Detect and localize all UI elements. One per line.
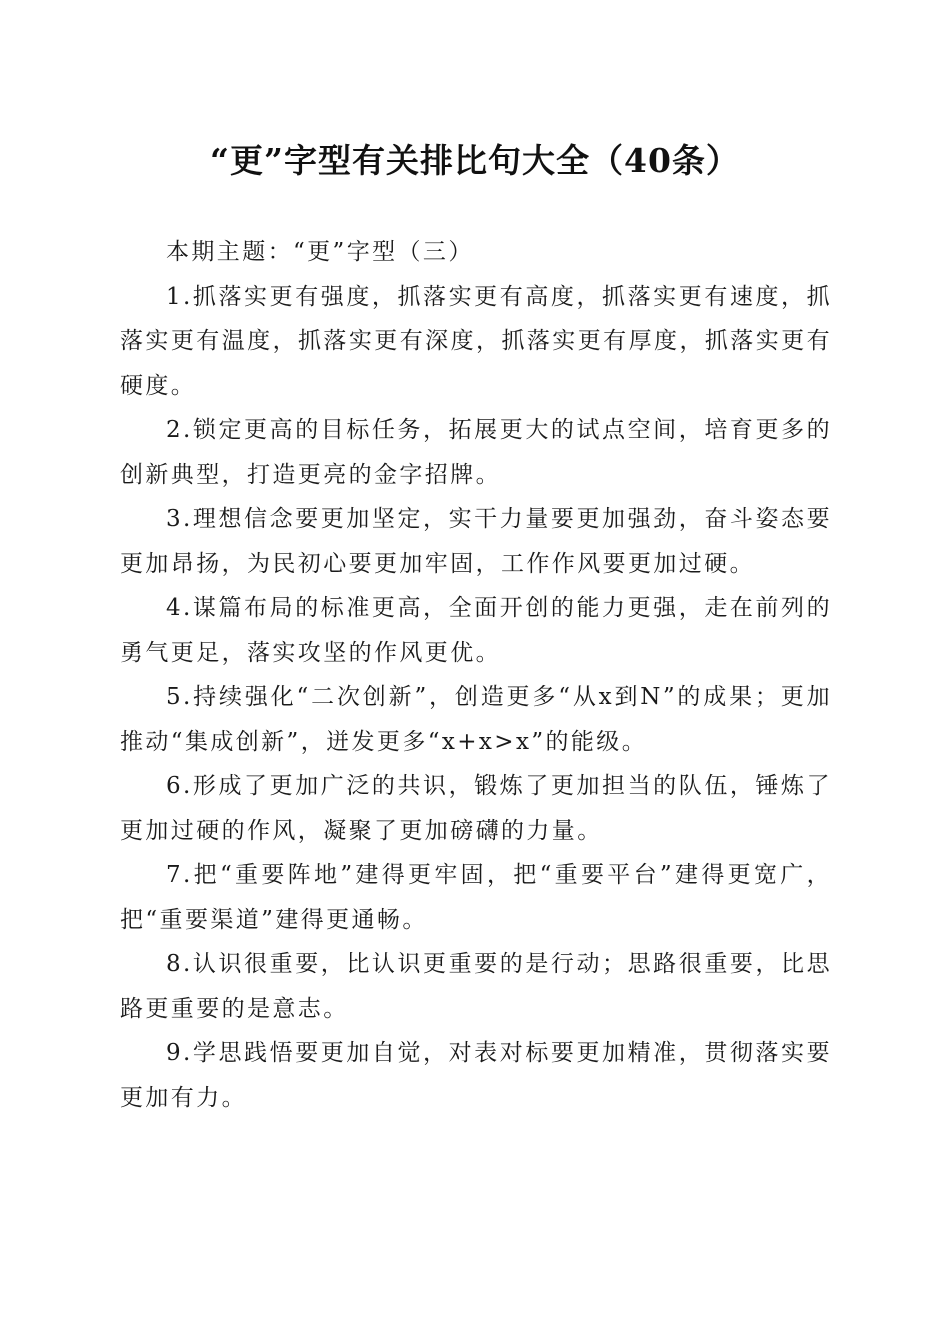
list-item: 4.谋篇布局的标准更高，全面开创的能力更强，走在前列的勇气更足，落实攻坚的作风更优。: [120, 595, 832, 666]
list-item: 3.理想信念要更加坚定，实干力量要更加强劲，奋斗姿态要更加昂扬，为民初心要更加牢固，工作作风要更加过硬。: [120, 506, 832, 577]
list-item: 9.学思践悟要更加自觉，对表对标要更加精准，贯彻落实要更加有力。: [120, 1040, 832, 1111]
list-item: 5.持续强化“二次创新”，创造更多“从x到N”的成果；更加推动“集成创新”，迸发更多“x+x>x”的能级。: [120, 684, 832, 755]
document-body: [120, 230, 832, 1120]
list-item: 8.认识很重要，比认识更重要的是行动；思路很重要，比思路更重要的是意志。: [120, 951, 832, 1022]
list-item: 7.把“重要阵地”建得更牢固，把“重要平台”建得更宽广，把“重要渠道”建得更通畅。: [120, 862, 832, 933]
page-title: “更”字型有关排比句大全（40条）: [210, 141, 740, 180]
list-item: 2.锁定更高的目标任务，拓展更大的试点空间，培育更多的创新典型，打造更亮的金字招牌。: [120, 417, 832, 488]
list-item: 6.形成了更加广泛的共识，锻炼了更加担当的队伍，锤炼了更加过硬的作风，凝聚了更加磅礴的力量。: [120, 773, 832, 844]
list-item: 1.抓落实更有强度，抓落实更有高度，抓落实更有速度，抓落实更有温度，抓落实更有深度，抓落实更有厚度，抓落实更有硬度。: [120, 283, 832, 399]
subtitle: 本期主题：“更”字型（三）: [166, 239, 474, 265]
